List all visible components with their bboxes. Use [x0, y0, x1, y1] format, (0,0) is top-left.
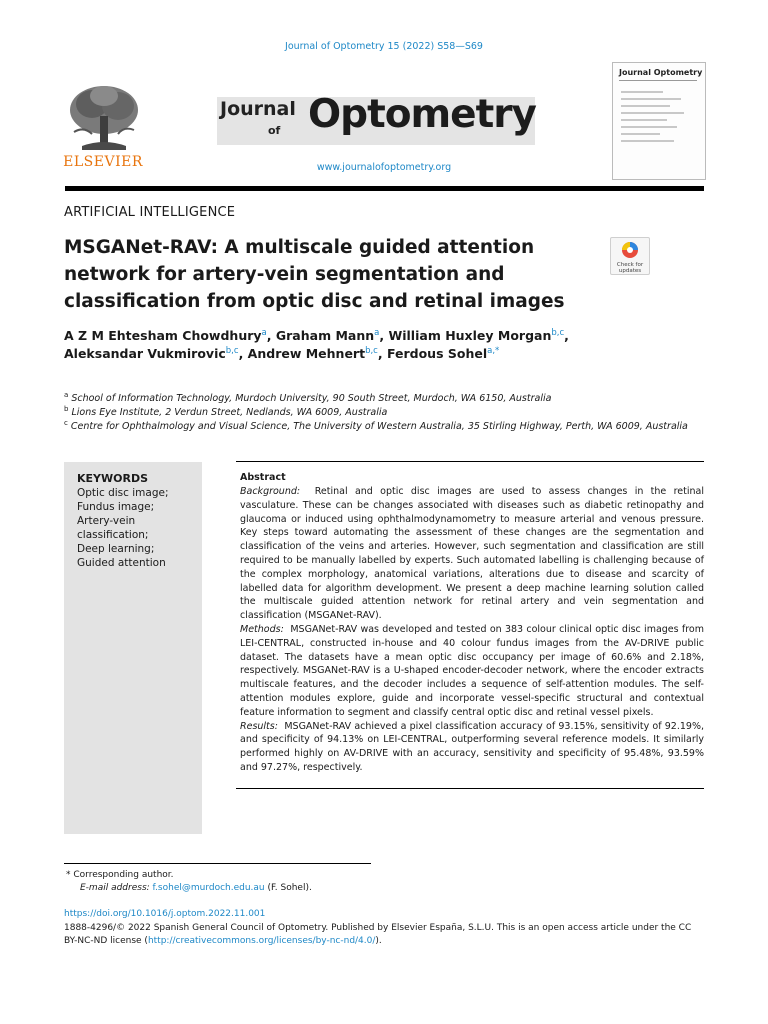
author-sep: , [238, 346, 248, 362]
abstract-body [240, 485, 704, 775]
author-affil-sup[interactable]: a,* [487, 346, 500, 356]
background-label: Background: [240, 486, 301, 497]
results-label: Results: [240, 720, 278, 732]
masthead-optometry-word: Optometry [308, 92, 536, 137]
masthead-of-word: of [268, 124, 281, 137]
abstract-title: Abstract [240, 472, 286, 483]
methods-text: MSGANet-RAV was developed and tested on 383 colour clinical optic disc images from LEI-CENTRAL, constructed in-house and 40 colour fundus images from the AV-DRIVE public dataset. The datasets have a mean optic disc occupancy per image of 60.6% and 2.18%, respectively. MSGANet-RAV is a U-shaped encoder-decoder network, where the encoder extracts multiscale features, and the decoder includes a sequence of self-attention modules. The self-attention modules explore, guide and incorporate vessel-specific structural and contextual feature information to segment and classify central optic disc and retinal vessel pixels. [240, 623, 704, 718]
journal-citation[interactable]: Journal of Optometry 15 (2022) S58—S69 [285, 41, 483, 52]
affiliation-sup: c [64, 419, 68, 427]
author-affil-sup[interactable]: a [261, 328, 267, 338]
abstract-top-rule [236, 461, 704, 462]
journal-website-link[interactable]: www.journalofoptometry.org [316, 162, 452, 173]
affiliation-c [64, 419, 688, 432]
keywords-title: KEYWORDS [77, 472, 149, 485]
paper-title: MSGANet-RAV: A multiscale guided attention network for artery-vein segmentation and classification from optic disc and retinal images [64, 237, 565, 312]
author-name[interactable]: Graham Mann [275, 328, 375, 344]
author-sep: , [377, 346, 387, 362]
cover-title: Journal Optometry [619, 68, 703, 77]
author-name[interactable]: A Z M Ehtesham Chowdhury [64, 328, 262, 344]
author-sep: , [266, 328, 276, 344]
license-statement [64, 922, 704, 948]
email-label: E-mail address: [80, 883, 150, 893]
license-text: 1888-4296/© 2022 Spanish General Council of Optometry. Published by Elsevier España, S.L.U. This is an open access article under the CC BY-NC-ND license ( [64, 923, 692, 946]
methods-label: Methods: [240, 623, 284, 635]
keyword-item: Guided attention [77, 557, 166, 569]
masthead-journal-word: Journal [220, 98, 296, 120]
keyword-item: classification; [77, 529, 149, 541]
check-for-updates-label: Check for updates [616, 262, 644, 274]
abstract-results [240, 720, 704, 775]
email-suffix: (F. Sohel). [267, 883, 312, 893]
license-suffix: ). [375, 936, 382, 946]
affiliation-text: Lions Eye Institute, 2 Verdun Street, Nedlands, WA 6009, Australia [71, 407, 388, 419]
affiliation-text: Centre for Ophthalmology and Visual Science, The University of Western Australia, 35 Stirling Highway, Perth, WA 6009, Australia [70, 421, 688, 433]
keyword-item: Fundus image; [77, 501, 155, 513]
authors-line-1 [64, 328, 569, 343]
crossmark-icon [611, 238, 649, 264]
email-line [80, 883, 312, 893]
corresponding-author-note: * Corresponding author. [66, 870, 174, 880]
author-name[interactable]: Aleksandar Vukmirovic [64, 346, 226, 362]
author-affil-sup[interactable]: b,c [551, 328, 565, 338]
section-label: ARTIFICIAL INTELLIGENCE [64, 205, 236, 220]
affiliation-b [64, 405, 387, 418]
author-sep: , [379, 328, 389, 344]
email-link[interactable]: f.sohel@murdoch.edu.au [152, 883, 265, 893]
author-affil-sup[interactable]: b,c [225, 346, 239, 356]
results-text: MSGANet-RAV achieved a pixel classification accuracy of 93.15%, sensitivity of 92.19%, and specificity of 94.13% on LEI-CENTRAL, outperforming several reference models. It similarly performed highly on AV-DRIVE with an accuracy, sensitivity and specificity of 95.48%, 93.59% and 97.27%, respectively. [240, 720, 704, 773]
authors-line-2 [64, 346, 499, 361]
author-affil-sup[interactable]: a [374, 328, 380, 338]
author-affil-sup[interactable]: b,c [365, 346, 378, 356]
keyword-item: Deep learning; [77, 543, 155, 555]
cover-text-lines [621, 91, 691, 147]
affiliation-sup: a [64, 391, 69, 399]
header-rule [65, 186, 704, 191]
keyword-item: Artery-vein [77, 515, 136, 527]
author-name[interactable]: Ferdous Sohel [386, 346, 488, 362]
journal-cover-thumbnail[interactable] [612, 62, 706, 180]
background-text: Retinal and optic disc images are used to assess changes in the retinal vasculature. These can be changes associated with diseases such as diabetic retinopathy and glaucoma or induced using ophthalmodynamometry to measure arterial and venous pressure. Key steps toward automating the assessment of these changes are the segmentation and classification of the veins and arteries. However, such segmentation and classification are still required to be manually labelled by experts. Such automated labelling is challenging because of the complex morphology, anatomical variations, alterations due to disease and scarcity of labelled data for algorithm development. We present a deep machine learning solution called the multiscale guided attention network for retinal artery and vein segmentation and classification (MSGANet-RAV). [240, 486, 704, 622]
abstract-methods [240, 623, 704, 720]
doi-link[interactable]: https://doi.org/10.1016/j.optom.2022.11.001 [64, 909, 266, 919]
affiliation-sup: b [64, 405, 69, 413]
keyword-item: Optic disc image; [77, 487, 169, 499]
author-name[interactable]: Andrew Mehnert [247, 346, 366, 362]
abstract-bottom-rule [236, 788, 704, 789]
footnote-rule [64, 863, 371, 864]
abstract-background [240, 485, 704, 623]
affiliation-text: School of Information Technology, Murdoch University, 90 South Street, Murdoch, WA 6150, Australia [71, 393, 552, 405]
cover-rule [619, 80, 697, 81]
license-link[interactable]: http://creativecommons.org/licenses/by-nc-nd/4.0/ [147, 936, 376, 946]
author-sep: , [564, 328, 569, 344]
affiliation-a [64, 391, 551, 404]
elsevier-wordmark: ELSEVIER [63, 154, 143, 170]
author-name[interactable]: William Huxley Morgan [388, 328, 552, 344]
